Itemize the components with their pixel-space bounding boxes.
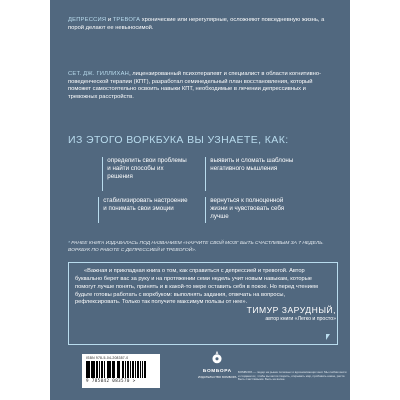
quote-signature [247,305,336,322]
intro-highlight-anxiety: ТРЕВОГА [112,17,141,23]
publisher-fine-print: БОМБОРА — лидер на рынке полезных и вдохновляющих книг. Мы любим книги и создаем их, чтобы вы могли творить, открывать мир, пробовать новое, расти. Быть счастливыми. Быть на волне. [238,370,347,382]
benefit-item [205,197,301,223]
intro-text: хронические или нерегулярные, осложняют повседневную жизнь, а порой делают ее невыносимой. [68,17,325,31]
barcode-stripe [130,361,131,378]
publisher-tagline: ИЗДАТЕЛЬСТВО БОМБОРА [198,375,237,379]
barcode-stripe [140,361,141,378]
barcode-stripe [97,361,98,378]
author-bio: , лицензированный психотерапевт и специалист в области когнитивно-поведенческой терапии (КПТ), разработал семинедельный план восстановления, который поможет самостоятельно освоить навыки КПТ, необходимые в лечении депрессивных и тревожных расстройств. [68,71,322,100]
benefit-item [205,157,297,191]
intro-highlight-depression: ДЕПРЕССИЯ [68,17,107,23]
learn-heading-text: ИЗ ЭТОГО ВОРКБУКА ВЫ УЗНАЕТЕ, КАК: [68,134,289,146]
quote-author: ТИМУР ЗАРУДНЫЙ, [246,305,336,315]
quote-text: «Важная и прикладная книга о том, как справиться с депрессией и тревогой. Автор буквально берет вас за руку и на протяжении семи недель учит новым навыкам, которые помогут лучше понять, принять и в какой-то мере оставить себя в покое. Но перед чтением будьте готовы работать с воркбуком: выполнять задания, отвечать на вопросы, рефлексировать. Только так получите максимум пользы от нее». [75,268,318,306]
benefit-text: стабилизировать настроение и понимать свои эмоции [103,197,188,213]
benefit-text: вернуться к полноценной жизни и чувствовать себя лучше [210,197,285,221]
learn-heading [68,134,338,146]
benefit-marker [102,157,103,191]
intro-paragraph [68,17,336,32]
barcode-bars [86,361,156,378]
benefit-text: определить свои проблемы и найти способы их решения [107,157,187,181]
barcode-stripe [109,361,111,378]
barcode-stripe [93,361,95,378]
quote-box [68,262,338,345]
quote-corner-icon [326,334,330,340]
barcode [82,354,160,388]
quote-author-role: автор книги «Легко и просто» [265,316,336,322]
barcode-stripe [125,361,126,378]
benefit-marker [98,197,99,223]
edition-note [68,241,340,255]
barcode-stripe [114,361,115,378]
note-text: РАНЕЕ КНИГА ИЗДАВАЛАСЬ ПОД НАЗВАНИЕМ «НАУЧИТЕ СВОЙ МОЗГ БЫТЬ СЧАСТЛИВЫМ ЗА 7 НЕДЕЛЬ. ВОРКБУК ПО РАБОТЕ С ДЕПРЕССИЕЙ И ТРЕВОГОЙ». [68,241,324,253]
benefit-item [102,157,188,191]
barcode-stripe [123,361,125,378]
benefit-marker [205,197,206,223]
intro-connector: и [106,17,113,23]
barcode-stripe [102,361,103,378]
barcode-stripe [99,361,100,378]
isbn: ISBN 978-5-04-208357-0 [86,356,129,360]
benefit-marker [205,157,206,191]
barcode-stripe [128,361,129,378]
benefit-item [98,197,188,223]
author-name: СЕТ. ДЖ. ГИЛЛИХАН [68,71,130,77]
barcode-digits: 9 785042 083570 > [86,378,136,383]
barcode-stripe [104,361,105,378]
barcode-stripe [133,361,134,378]
note-marker: * [68,241,70,246]
barcode-stripe [145,361,146,378]
bombora-logo-icon [210,350,224,364]
barcode-stripe [119,361,120,378]
publisher-name: БОМБОРА [202,369,232,374]
author-paragraph [68,71,336,102]
publisher-block [198,350,237,379]
barcode-stripe [138,361,140,378]
barcode-stripe [88,361,89,378]
benefit-text: выявить и сломать шаблоны негативного мышления [210,157,294,173]
barcode-stripe [135,361,136,378]
back-cover [50,0,350,400]
